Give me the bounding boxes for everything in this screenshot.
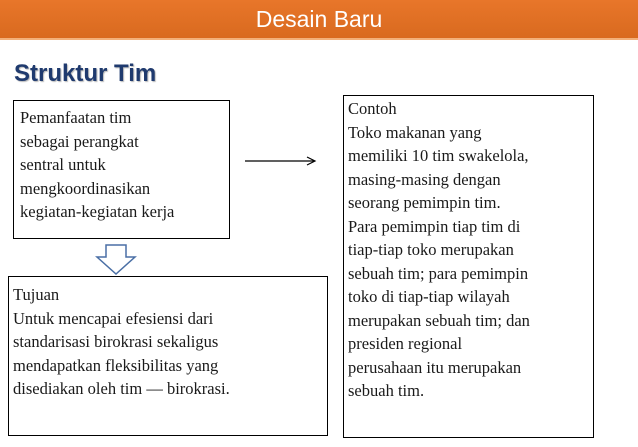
example-line: Toko makanan yang xyxy=(348,122,482,142)
example-line: tiap-tiap toko merupakan xyxy=(348,240,514,259)
purpose-line: Tujuan xyxy=(13,285,60,304)
section-heading: Struktur Tim xyxy=(14,60,157,87)
purpose-line: Untuk mencapai efesiensi dari xyxy=(13,308,214,328)
example-line: Para pemimpin tiap tim di xyxy=(348,216,521,236)
page-title: Desain Baru xyxy=(255,6,383,32)
down-arrow-icon xyxy=(97,245,135,274)
example-box xyxy=(343,95,594,438)
example-line: sebuah tim; para pemimpin xyxy=(348,263,529,283)
example-line: presiden regional xyxy=(348,334,463,353)
example-line: memiliki 10 tim swakelola, xyxy=(348,146,529,165)
example-line: perusahaan itu merupakan xyxy=(348,357,522,377)
example-line: merupakan sebuah tim; dan xyxy=(348,310,530,330)
example-line: sebuah tim. xyxy=(348,381,425,400)
example-line: masing-masing dengan xyxy=(348,169,501,189)
example-line: Contoh xyxy=(348,99,397,118)
definition-line: sebagai perangkat xyxy=(20,131,139,151)
purpose-line: disediakan oleh tim — birokrasi. xyxy=(13,379,230,398)
purpose-box xyxy=(8,276,328,436)
definition-line: sentral untuk xyxy=(20,155,106,174)
right-arrow xyxy=(245,157,315,165)
definition-line: kegiatan-kegiatan kerja xyxy=(20,202,175,221)
purpose-line: mendapatkan fleksibilitas yang xyxy=(13,355,219,375)
example-line: toko di tiap-tiap wilayah xyxy=(348,287,510,306)
purpose-line: standarisasi birokrasi sekaligus xyxy=(13,332,219,351)
example-line: seorang pemimpin tim. xyxy=(348,193,501,212)
definition-line: Pemanfaatan tim xyxy=(20,108,132,127)
definition-line: mengkoordinasikan xyxy=(20,178,151,198)
